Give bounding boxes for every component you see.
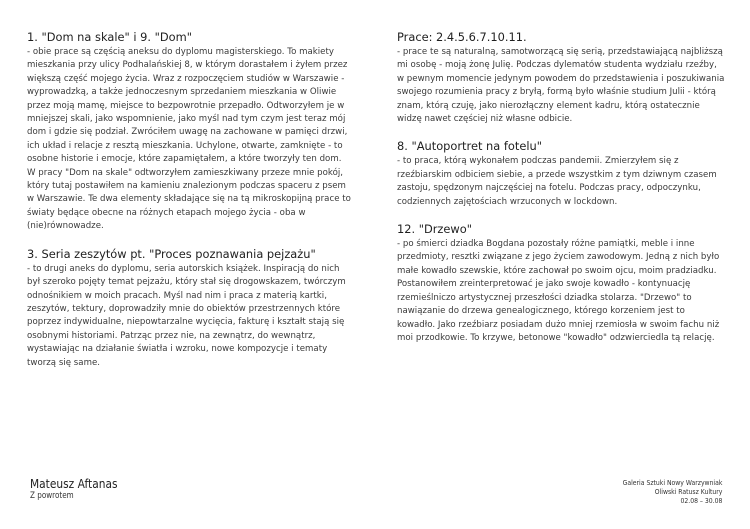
paragraph: - to praca, którą wykonałem podczas pandemii. Zmierzyłem się z rzeźbiarskim odbiciem siebie, a przede wszystkim z tym dziwnym czasem zastoju, spędzonym najczęściej na fotelu. Podczas pracy, odpoczynku, codziennych zajętościach wrzuconych w lockdown.	[397, 156, 717, 207]
section-title: 8. "Autoportret na fotelu"	[397, 139, 542, 154]
section-title: 12. "Drzewo"	[397, 222, 472, 237]
left-column	[27, 30, 355, 383]
section-body	[397, 238, 725, 345]
paragraph: - prace te są naturalną, samotworzącą się serią, przedstawiającą najbliższą mi osobę - moją żonę Julię. Podczas dylematów studenta wydziału rzeźby, w pewnym momencie jedynym powodem do przedstawienia i poszukiwania swojego rozumienia pracy z bryłą, formą było właśnie studium Julii - którą znam, którą czuję, jako nierozłączny element kadru, którą ostatecznie widzę nawet częściej niż własne odbicie.	[397, 47, 725, 125]
paragraph: W pracy "Dom na skale" odtworzyłem zamieszkiwany przeze mnie pokój, który tutaj postawiłem na kamieniu znalezionym podczas spaceru z psem w Warszawie. Te dwa elementy składające się na tą mikroskopijną prace to światy będące obecne na różnych etapach mojego życia - oba w (nie)równowadze.	[27, 167, 351, 232]
right-column	[397, 30, 725, 358]
footer-author-block	[30, 476, 133, 502]
section-body	[27, 46, 355, 234]
author-name: Mateusz Aftanas	[30, 476, 118, 491]
section-drzewo	[397, 222, 725, 345]
paragraph: - po śmierci dziadka Bogdana pozostały różne pamiątki, meble i inne przedmioty, resztki związane z jego życiem zawodowym. Jedną z nich było małe kowadło szewskie, które zachował po swoim ojcu, moim pradziadku. Postanowiłem zreinterpretować je jako swoje kowadło - kontynuację rzemieślniczo artystycznej przeszłości dziadka stolarza. "Drzewo" to nawiązanie do drzewa genealogicznego, którego korzeniem jest to kowadło. Jako rzeźbiarz posiadam dużo mniej rzemiosła w swoim fachu niż moi przodkowie. To krzywe, betonowe "kowadło" odzwierciedla tą relację.	[397, 239, 720, 343]
paragraph: - obie prace są częścią aneksu do dyplomu magisterskiego. To makiety mieszkania przy ulicy Podhalańskiej 8, w którym dorastałem i żyłem przez większą część mojego życia. Wraz z rozpoczęciem studiów w Warszawie - wyprowadzką, a także jednoczesnym sprzedaniem mieszkania w Oliwie przez moją mamę, miejsce to bezpowrotnie przepadło. Odtworzyłem je w mniejszej skali, jako wspomnienie, jako myśl nad tym czym jest teraz mój dom i gdzie się podział. Zwróciłem uwagę na zachowane w pamięci drzwi, ich układ i relacje z resztą mieszkania. Uchylone, otwarte, zamknięte - to osobne historie i emocje, które zapamiętałem, a które tworzyły ten dom.	[27, 47, 348, 165]
section-body	[397, 155, 725, 209]
section-prace	[397, 30, 725, 126]
paragraph: - to drugi aneks do dyplomu, seria autorskich książek. Inspiracją do nich był szeroko pojęty temat pejzażu, który stał się drogowskazem, twórczym odnośnikiem w moich pracach. Myśl nad nim i praca z materią kartki, zeszytów, tektury, doprowadziły mnie do obiektów przestrzennych które poprzez indywidualne, niepowtarzalne wycięcia, fakturę i kształt stają się osobnymi historiami. Patrząc przez nie, na zewnątrz, do wewnątrz, wystawiając na działanie światła i wzroku, nowe kompozycje i tematy tworzą się same.	[27, 263, 346, 368]
section-title: Prace: 2.4.5.6.7.10.11.	[397, 30, 527, 44]
section-dom-na-skale	[27, 30, 355, 234]
venue-name: Oliwski Ratusz Kultury	[654, 487, 722, 496]
section-body	[397, 46, 725, 126]
exhibition-dates: 02.08 – 30.08	[680, 496, 722, 505]
gallery-name: Galeria Sztuki Nowy Warzywniak	[622, 478, 722, 487]
section-title: 3. Seria zeszytów pt. "Proces poznawania pejzażu"	[27, 246, 316, 261]
section-body	[27, 263, 355, 370]
exhibition-title: Z powrotem	[30, 491, 74, 501]
section-title: 1. "Dom na skale" i 9. "Dom"	[27, 30, 192, 44]
section-autoportret	[397, 139, 725, 209]
footer-venue-block	[605, 478, 722, 505]
section-seria-zeszytow	[27, 247, 355, 370]
